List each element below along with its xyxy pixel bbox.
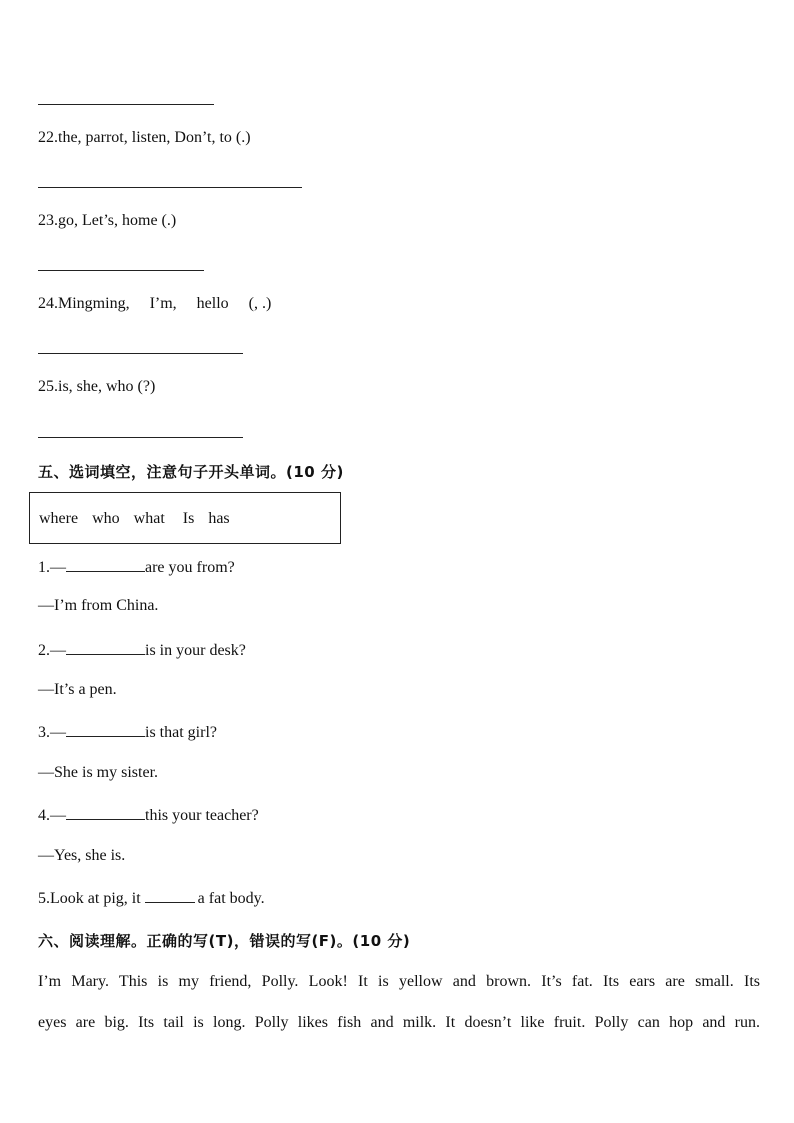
answer-line-23[interactable] — [38, 270, 204, 271]
question-number: 3.— — [38, 724, 66, 741]
answer-line-21[interactable] — [38, 104, 214, 105]
word-bank-item: where — [39, 510, 79, 527]
question-text: this your teacher? — [145, 807, 259, 824]
fill-question-5 — [38, 888, 265, 908]
question-text: is that girl? — [145, 724, 217, 741]
fill-blank-3[interactable] — [66, 722, 145, 737]
answer-2: —It’s a pen. — [38, 681, 117, 698]
fill-question-3 — [38, 722, 217, 742]
question-number: 1.— — [38, 559, 66, 576]
question-25: 25.is, she, who (?) — [38, 378, 156, 395]
question-number: 2.— — [38, 642, 66, 659]
fill-blank-5[interactable] — [145, 888, 195, 903]
question-text: 5.Look at pig, it — [38, 890, 145, 907]
answer-line-25[interactable] — [38, 437, 243, 438]
question-text: is in your desk? — [145, 642, 246, 659]
reading-passage-line-1: I’m Mary. This is my friend, Polly. Look! It is yellow and brown. It’s fat. Its ears are small. Its — [38, 973, 760, 990]
question-22: 22.the, parrot, listen, Don’t, to (.) — [38, 129, 251, 146]
question-24: 24.Mingming, I’m, hello (, .) — [38, 295, 272, 312]
word-bank-box — [29, 492, 341, 544]
reading-passage-line-2: eyes are big. Its tail is long. Polly likes fish and milk. It doesn’t like fruit. Polly can hop and run. — [38, 1014, 760, 1031]
answer-4: —Yes, she is. — [38, 847, 126, 864]
word-bank-item: has — [208, 510, 230, 527]
question-number: 4.— — [38, 807, 66, 824]
fill-question-1 — [38, 557, 235, 577]
fill-blank-4[interactable] — [66, 805, 145, 820]
section-five-heading: 五、选词填空，注意句子开头单词。(10 分) — [38, 463, 344, 481]
fill-question-4 — [38, 805, 259, 825]
fill-blank-1[interactable] — [66, 557, 145, 572]
answer-line-22[interactable] — [38, 187, 302, 188]
answer-1: —I’m from China. — [38, 597, 159, 614]
section-six-heading: 六、阅读理解。正确的写(T)，错误的写(F)。(10 分) — [38, 932, 411, 950]
question-text: a fat body. — [197, 890, 265, 907]
question-text: are you from? — [145, 559, 235, 576]
fill-blank-2[interactable] — [66, 640, 145, 655]
word-bank — [39, 510, 244, 528]
fill-question-2 — [38, 640, 246, 660]
word-bank-item: who — [92, 510, 120, 527]
word-bank-item: Is — [182, 510, 195, 527]
word-bank-item: what — [133, 510, 165, 527]
answer-3: —She is my sister. — [38, 764, 159, 781]
answer-line-24[interactable] — [38, 353, 243, 354]
question-23: 23.go, Let’s, home (.) — [38, 212, 177, 229]
